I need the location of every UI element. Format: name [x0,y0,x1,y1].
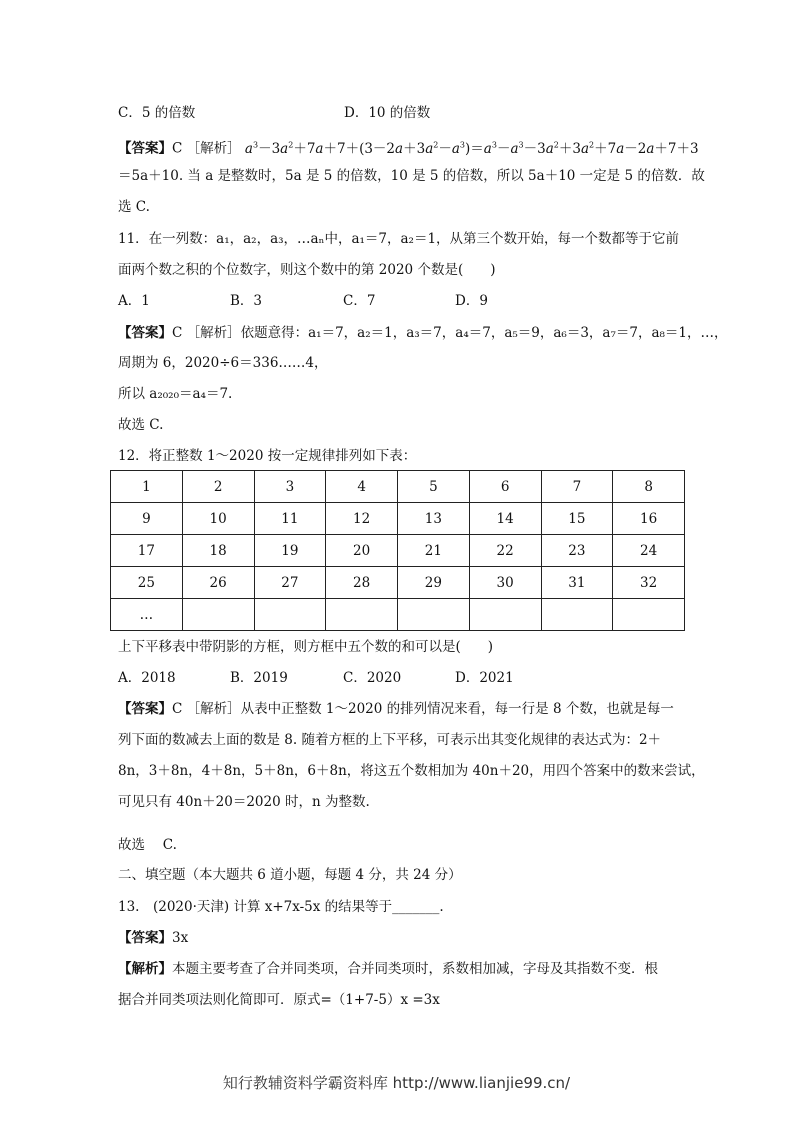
q12-answer-line2: 列下面的数减去上面的数是 8. 随着方框的上下平移，可表示出其变化规律的表达式为：2＋ [118,732,662,748]
q11-option-c: C．7 [343,293,376,309]
table-cell [469,599,541,631]
q11-answer-line3: 所以 a₂₀₂₀＝a₄＝7. [118,386,233,402]
table-cell: 27 [254,567,326,599]
q12-option-c: C．2020 [343,670,402,686]
footer-watermark: 知行教辅资料学霸资料库 http://www.lianjie99.cn/ [222,1074,571,1092]
table-cell: 9 [111,503,183,535]
answer-label: 【答案】 [118,930,172,946]
table-cell: 26 [182,567,254,599]
table-cell [254,599,326,631]
table-row [111,567,685,599]
table-cell: 4 [326,471,398,503]
q13-answer-line [118,929,188,947]
q13-analysis-text: 本题主要考查了合并同类项，合并同类项时，系数相加减，字母及其指数不变．根 [172,961,658,977]
q12-question-line2: 上下平移表中带阴影的方框，则方框中五个数的和可以是( ) [118,639,494,655]
q11-option-d: D．9 [455,293,488,309]
table-cell: 5 [398,471,470,503]
table-cell: 3 [254,471,326,503]
table-row [111,535,685,567]
q10-answer-line1 [118,136,699,158]
q10-formula: $a^3-3a^2+7a+7+(3-2a+3a^2-a^3)=a^3-a^3-3a^2+3a^2+7a-2a+7+3$ [244,140,699,157]
q13-analysis-line2: 据合并同类项法则化简即可．原式=（1+7-5）x =3x [118,992,440,1008]
table-cell: 20 [326,535,398,567]
table-cell: 23 [541,535,613,567]
table-cell: 16 [613,503,685,535]
q10-answer-line2: ＝5a＋10. 当 a 是整数时，5a 是 5 的倍数，10 是 5 的倍数，所以 5a＋10 一定是 5 的倍数．故 [118,168,705,184]
q11-answer-line2: 周期为 6，2020÷6＝336……4， [118,355,328,371]
table-cell: 17 [111,535,183,567]
table-cell: 24 [613,535,685,567]
table-cell: 32 [613,567,685,599]
section-title: 二、填空题（本大题共 6 道小题，每题 4 分，共 24 分） [118,867,462,883]
table-cell: 12 [326,503,398,535]
number-table [110,470,685,631]
table-row [111,503,685,535]
table-cell: 19 [254,535,326,567]
q11-option-a: A．1 [118,293,150,309]
table-cell: 29 [398,567,470,599]
table-cell: 21 [398,535,470,567]
q12-answer-line1 [118,700,674,718]
table-cell: 31 [541,567,613,599]
table-cell: 11 [254,503,326,535]
q13-question-line1: 13. (2020·天津) 计算 x+7x-5x 的结果等于_______. [118,899,444,915]
q12-answer-line3: 8n，3＋8n，4＋8n，5＋8n，6＋8n，将这五个数相加为 40n＋20，用四个答案中的数来尝试， [118,763,705,779]
table-cell: 15 [541,503,613,535]
q12-answer-line4: 可见只有 40n＋20＝2020 时，n 为整数. [118,794,370,810]
q11-answer-text: C ［解析］依题意得：a₁＝7，a₂＝1，a₃＝7，a₄＝7，a₅＝9，a₆＝3，a₇＝7，a₈＝1，…， [172,325,728,341]
q12-option-d: D．2021 [455,670,514,686]
q10-option-d: D．10 的倍数 [344,105,431,121]
table-cell: 2 [182,471,254,503]
q10-answer-line3: 选 C. [118,199,150,215]
answer-label: 【答案】 [118,701,172,717]
answer-label: 【答案】 [118,325,172,341]
q12-question-line1: 12．将正整数 1～2020 按一定规律排列如下表： [118,448,417,464]
table-cell [541,599,613,631]
table-cell [326,599,398,631]
q12-option-a: A．2018 [118,670,176,686]
table-cell: 10 [182,503,254,535]
table-cell: 6 [469,471,541,503]
q11-option-b: B．3 [230,293,263,309]
answer-label: 【答案】 [118,140,172,157]
table-row [111,471,685,503]
q10-answer-head: C ［解析］ [172,140,241,157]
table-cell [398,599,470,631]
q12-answer-text: C ［解析］从表中正整数 1～2020 的排列情况来看，每一行是 8 个数，也就是每一 [172,701,674,717]
table-cell: 30 [469,567,541,599]
q11-question-line1: 11．在一列数：a₁，a₂，a₃，…aₙ中，a₁＝7，a₂＝1，从第三个数开始，每一个数都等于它前 [118,231,680,247]
table-row [111,599,685,631]
table-cell: 7 [541,471,613,503]
q12-answer-line5: 故选 C. [118,837,177,853]
table-cell: 18 [182,535,254,567]
q11-question-line2: 面两个数之积的个位数字，则这个数中的第 2020 个数是( ) [118,262,496,278]
table-cell: 8 [613,471,685,503]
table-cell: 28 [326,567,398,599]
analysis-label: 【解析】 [118,961,172,977]
table-cell [613,599,685,631]
table-cell: 14 [469,503,541,535]
q11-answer-line1 [118,324,728,342]
table-cell: 13 [398,503,470,535]
table-cell: 22 [469,535,541,567]
table-cell: 25 [111,567,183,599]
q13-analysis-line1 [118,960,658,978]
table-cell [182,599,254,631]
q10-option-c: C．5 的倍数 [118,105,196,121]
q12-option-b: B．2019 [230,670,288,686]
table-cell: … [111,599,183,631]
table-cell: 1 [111,471,183,503]
q11-answer-line4: 故选 C. [118,417,164,433]
q13-answer-value: 3x [172,930,189,946]
